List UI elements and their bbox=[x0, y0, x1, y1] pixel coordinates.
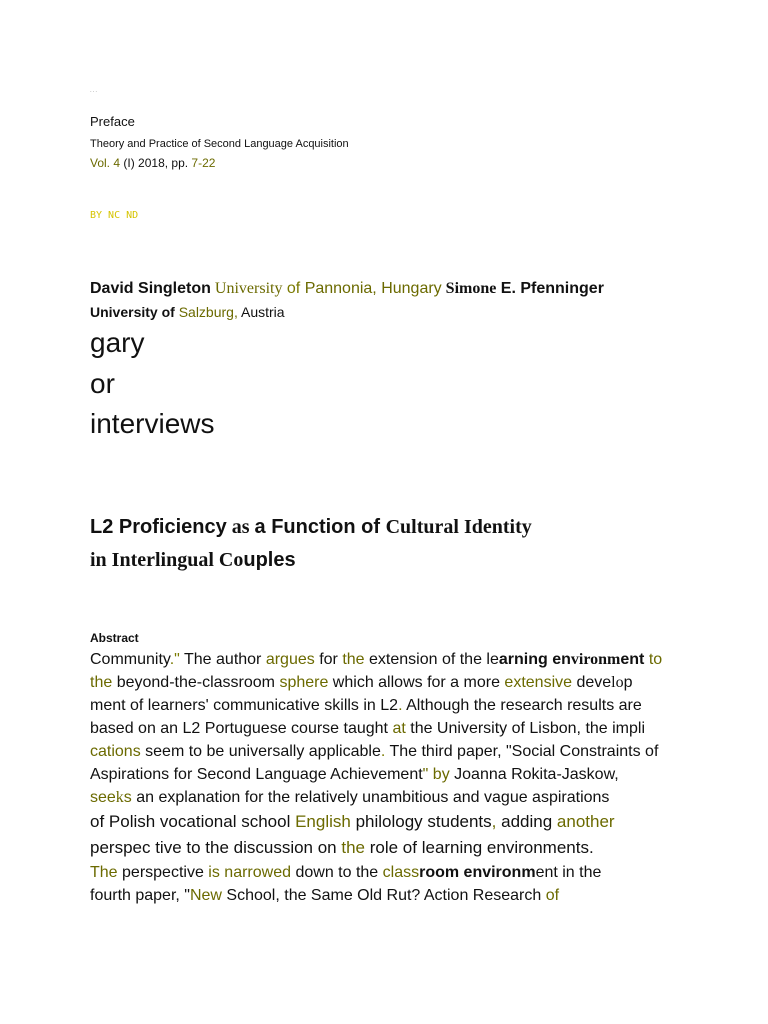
license-tag: BY NC ND bbox=[90, 210, 139, 221]
abstract-text: the bbox=[90, 674, 113, 691]
header-mark: ... bbox=[90, 88, 99, 94]
page-end: 22 bbox=[202, 156, 216, 170]
abstract-text: an explanation for the relatively unambitious and vague aspirations bbox=[131, 789, 610, 806]
abstract-text: Joanna Rokita-Jaskow, bbox=[449, 766, 619, 783]
abstract-text: for bbox=[314, 651, 343, 668]
abstract-text: the bbox=[342, 651, 365, 668]
authors-line bbox=[90, 280, 604, 298]
abstract-text: extensive bbox=[504, 674, 573, 691]
stray-word-interviews: interviews bbox=[90, 408, 215, 439]
abstract-text: ent bbox=[620, 651, 645, 668]
volume-line bbox=[90, 156, 215, 170]
title-part-b: as bbox=[226, 516, 255, 538]
abstract-text: New bbox=[189, 887, 222, 904]
page-separator: - bbox=[198, 156, 203, 170]
abstract-line bbox=[90, 835, 690, 861]
author-1-affiliation-a: University bbox=[210, 280, 283, 297]
abstract-text: philology students bbox=[350, 812, 492, 831]
abstract-text: the bbox=[341, 838, 366, 857]
title-part-e: in Interlingual Co bbox=[90, 549, 244, 571]
abstract-text: The third paper, "Social Constraints of bbox=[389, 743, 659, 760]
journal-name: Theory and Practice of Second Language Acquisition bbox=[90, 138, 349, 150]
abstract-text: seem to be universally applicable bbox=[140, 743, 381, 760]
section-label-preface: Preface bbox=[90, 114, 135, 129]
abstract-text: sphere bbox=[279, 674, 329, 691]
abstract-line bbox=[90, 671, 690, 694]
paper-title-line-1 bbox=[90, 516, 532, 539]
abstract-text: of bbox=[90, 812, 109, 831]
abstract-text: English bbox=[295, 812, 351, 831]
abstract-line bbox=[90, 809, 690, 835]
abstract-line bbox=[90, 861, 690, 884]
volume-prefix: Vol. bbox=[90, 156, 114, 170]
affiliation-b: Salzburg, bbox=[174, 304, 238, 320]
abstract-text: of bbox=[545, 887, 560, 904]
abstract-line bbox=[90, 763, 690, 786]
abstract-text: . bbox=[398, 697, 407, 714]
abstract-text: beyond-the-classroom bbox=[112, 674, 280, 691]
abstract-label-text: Abstract bbox=[90, 631, 139, 645]
abstract-text: cations bbox=[90, 743, 141, 760]
title-part-c: a Function of bbox=[254, 516, 386, 538]
author-2-rest: E. Pfenninger bbox=[496, 280, 604, 297]
volume-number: 4 bbox=[113, 156, 121, 170]
author-1-affiliation-b: of bbox=[282, 280, 305, 297]
author-2-first-name: Simone bbox=[441, 280, 497, 297]
abstract-text: arning en bbox=[498, 651, 571, 668]
abstract-text: s bbox=[123, 789, 132, 806]
abstract-text: Polish vocational school bbox=[108, 812, 296, 831]
abstract-line bbox=[90, 786, 690, 809]
affiliation-c: Austria bbox=[237, 304, 285, 320]
abstract-text: perspec tive to the discussion on bbox=[90, 838, 342, 857]
abstract-text: ment of learners' communicative skills in L2 bbox=[90, 697, 399, 714]
author-2-affiliation bbox=[90, 304, 285, 320]
abstract-text: the University of Lisbon, the impli bbox=[405, 720, 646, 737]
abstract-line bbox=[90, 717, 690, 740]
abstract-text: deve bbox=[572, 674, 612, 691]
abstract-text: down to the bbox=[291, 864, 383, 881]
abstract-text: perspective bbox=[117, 864, 209, 881]
abstract-text: role of learning environments. bbox=[365, 838, 594, 857]
title-part-a: L2 Proficiency bbox=[90, 516, 227, 538]
abstract-text: ent in the bbox=[535, 864, 602, 881]
author-1-name: David Singleton bbox=[90, 280, 211, 297]
abstract-line bbox=[90, 694, 690, 717]
abstract-text: ." bbox=[169, 651, 184, 668]
abstract-text: Community bbox=[90, 651, 170, 668]
abstract-text: lo bbox=[611, 674, 624, 691]
abstract-text: at bbox=[392, 720, 406, 737]
abstract-line bbox=[90, 648, 690, 671]
abstract-text: , bbox=[491, 812, 502, 831]
abstract-text: narrowed bbox=[219, 864, 292, 881]
abstract-text: to bbox=[644, 651, 663, 668]
abstract-text: fourth paper, " bbox=[90, 887, 190, 904]
paper-title-line-2 bbox=[90, 549, 296, 572]
stray-word-or: or bbox=[90, 368, 115, 399]
abstract-text: class bbox=[382, 864, 420, 881]
abstract-text: Aspirations for Second Language Achievement bbox=[90, 766, 423, 783]
title-part-d: Cultural Identity bbox=[385, 516, 532, 538]
abstract-text: which allows for a more bbox=[328, 674, 505, 691]
affiliation-a: University of bbox=[90, 304, 175, 320]
abstract-text: room environm bbox=[419, 864, 536, 881]
abstract-text: extension of the le bbox=[364, 651, 499, 668]
issue-year: (I) 2018, pp. bbox=[120, 156, 192, 170]
abstract-text: The bbox=[90, 864, 118, 881]
stray-word-gary: gary bbox=[90, 327, 145, 358]
abstract-text: School, the Same Old Rut? Action Research bbox=[221, 887, 546, 904]
abstract-text: The author bbox=[184, 651, 266, 668]
abstract-text: vironm bbox=[570, 651, 621, 668]
abstract-text: Although the research results are bbox=[406, 697, 642, 714]
page-start: 7 bbox=[191, 156, 199, 170]
abstract-text: see bbox=[90, 789, 116, 806]
abstract-text: argues bbox=[265, 651, 315, 668]
abstract-line bbox=[90, 740, 690, 763]
abstract-text: p bbox=[623, 674, 633, 691]
title-part-f: uples bbox=[243, 549, 296, 571]
abstract-line bbox=[90, 884, 690, 907]
abstract-text: adding bbox=[501, 812, 557, 831]
abstract-text: another bbox=[556, 812, 615, 831]
abstract-text: based on an L2 Portuguese course taught bbox=[90, 720, 393, 737]
abstract-text: . bbox=[380, 743, 390, 760]
author-1-affiliation-c: Pannonia, Hungary bbox=[304, 280, 442, 297]
abstract-text: is bbox=[208, 864, 220, 881]
abstract-body bbox=[90, 648, 690, 907]
abstract-text: k bbox=[115, 789, 124, 806]
abstract-text: " by bbox=[422, 766, 450, 783]
abstract-label bbox=[90, 631, 139, 645]
